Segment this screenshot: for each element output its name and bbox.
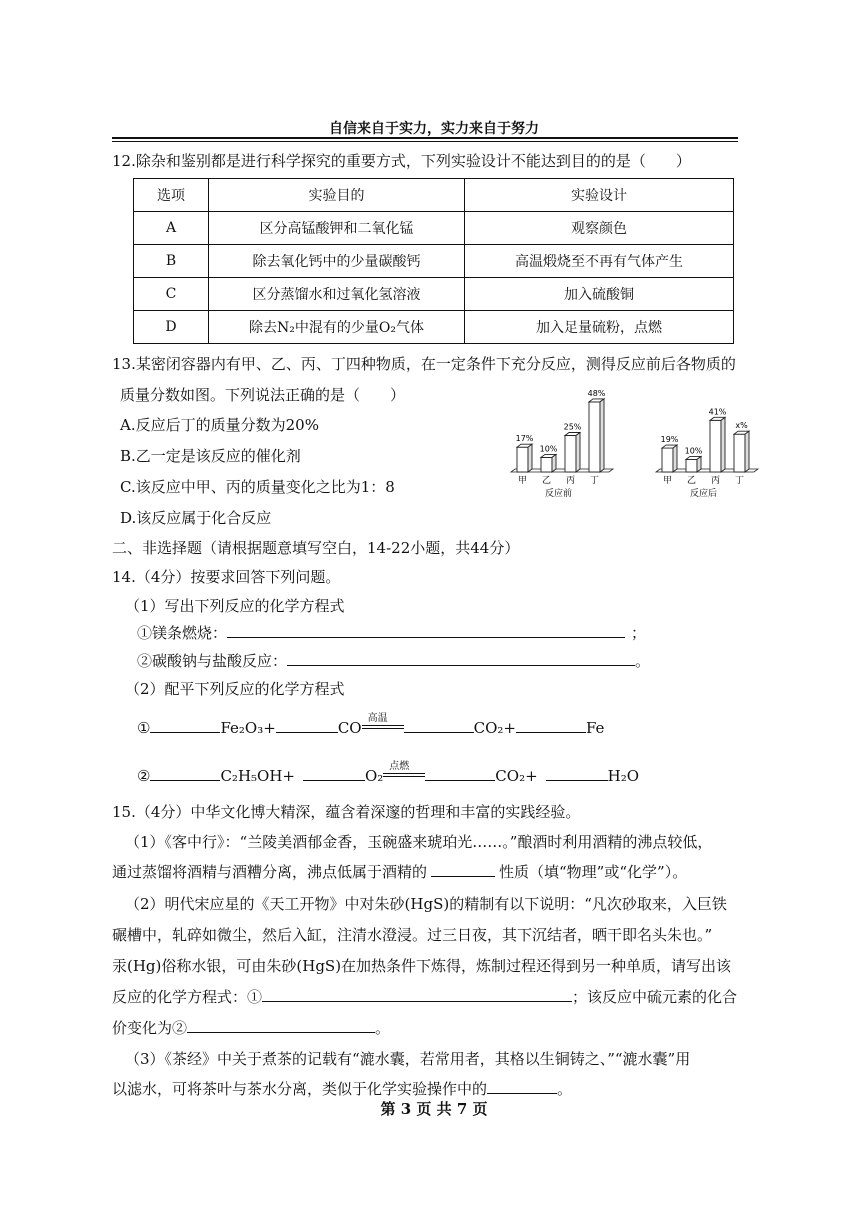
header-rule [112, 137, 738, 139]
eq-number: ② [137, 767, 151, 785]
table-cell: C [134, 278, 209, 311]
category-label: 丁 [734, 476, 745, 486]
q14-item-a-label: ①镁条燃烧： [137, 624, 228, 642]
q15-p2-line1: （2）明代宋应星的《天工开物》中对朱砂(HgS)的精制有以下说明：“凡次砂取来，入巨铁 [125, 895, 727, 913]
category-label: 丙 [565, 476, 576, 486]
table-row [134, 311, 734, 344]
eq-term: Fe [585, 719, 605, 737]
data-label: 17% [515, 434, 534, 444]
text: 。 [557, 1080, 573, 1098]
table-header: 选项 [134, 179, 209, 212]
punct: 。 [635, 652, 651, 670]
category-label: 丙 [710, 476, 721, 486]
text: 价变化为② [112, 1019, 188, 1037]
reaction-arrow [383, 761, 425, 781]
q15-p2-line2: 碾槽中，轧碎如微尘，然后入缸，注清水澄浸。过三日夜，其下沉结者，晒干即名头朱也。” [112, 926, 713, 944]
table-row [134, 278, 734, 311]
x-axis-label: 反应后 [689, 489, 718, 499]
q15-p2-line3: 汞(Hg)俗称水银，可由朱砂(HgS)在加热条件下炼得，炼制过程还得到另一种单质，请写出该 [112, 957, 732, 975]
coef-blank[interactable] [404, 718, 474, 733]
x-axis-label: 反应前 [544, 489, 573, 499]
eq-term: CO₂+ [473, 719, 516, 737]
category-label: 乙 [686, 476, 697, 486]
q14-stem: 14.（4分）按要求回答下列问题。 [112, 568, 341, 586]
table-cell: 除去N₂中混有的少量O₂气体 [209, 311, 465, 344]
chart-before [505, 385, 615, 500]
q15-p1-line2 [112, 861, 687, 882]
q14-item-b-label: ②碳酸钠与盐酸反应： [137, 652, 288, 670]
bar-side-丙 [576, 433, 580, 473]
bar-side-甲 [528, 444, 532, 472]
bar-side-乙 [552, 454, 556, 472]
punct: ； [631, 624, 647, 642]
q15-stem: 15.（4分）中华文化博大精深，蕴含着深邃的哲理和丰富的实践经验。 [112, 803, 581, 821]
bar-front-丁 [734, 434, 745, 472]
category-label: 甲 [517, 476, 528, 486]
text: 反应的化学方程式：① [112, 988, 263, 1006]
answer-blank[interactable] [487, 1079, 557, 1094]
q13-stem-2: 质量分数如图。下列说法正确的是（ ） [120, 386, 406, 404]
eq-term: O₂ [364, 767, 384, 785]
coef-blank[interactable] [516, 718, 586, 733]
data-label: 10% [684, 446, 703, 456]
bar-side-甲 [673, 445, 677, 472]
table-cell: B [134, 245, 209, 278]
eq-term: CO₂+ [495, 767, 538, 785]
answer-blank[interactable] [227, 623, 625, 638]
data-label: 48% [587, 388, 606, 398]
answer-blank[interactable] [431, 862, 495, 877]
table-cell: 加入足量硫粉，点燃 [465, 311, 734, 344]
reaction-arrow [362, 713, 404, 733]
bar-front-丙 [565, 436, 576, 473]
chart-after [650, 395, 760, 500]
table-cell: 除去氧化钙中的少量碳酸钙 [209, 245, 465, 278]
table-cell: 区分高锰酸钾和二氧化锰 [209, 212, 465, 245]
bar-front-乙 [686, 459, 697, 472]
q13-option-a: A.反应后丁的质量分数为20% [120, 416, 319, 434]
bar-side-乙 [697, 456, 701, 472]
q14-item-a [137, 622, 646, 643]
coef-blank[interactable] [425, 766, 495, 781]
eq-number: ① [137, 719, 151, 737]
table-header: 实验设计 [465, 179, 734, 212]
equation-1 [137, 713, 605, 737]
bar-side-丁 [600, 399, 604, 472]
coef-blank[interactable] [546, 766, 608, 781]
table-row [134, 245, 734, 278]
table-header-row [134, 179, 734, 212]
coef-blank[interactable] [150, 766, 220, 781]
bar-front-乙 [541, 457, 552, 472]
data-label: 41% [708, 407, 727, 417]
eq-term: H₂O [607, 767, 640, 785]
table-cell: D [134, 311, 209, 344]
bar-front-丙 [710, 420, 721, 472]
page-footer: 第 3 页 共 7 页 [380, 1100, 488, 1118]
text: ；该反应中硫元素的化合 [572, 988, 738, 1006]
q13-option-b: B.乙一定是该反应的催化剂 [120, 447, 301, 465]
page-header: 自信来自于实力，实力来自于努力 [329, 121, 539, 137]
category-label: 丁 [589, 476, 600, 486]
table-cell: 高温煅烧至不再有气体产生 [465, 245, 734, 278]
bar-front-丁 [589, 402, 600, 472]
q15-p2-line4 [112, 986, 737, 1007]
q15-p2-line5 [112, 1017, 390, 1038]
equation-2 [137, 761, 640, 785]
table-row [134, 212, 734, 245]
eq-term: C₂H₅OH+ [220, 767, 295, 785]
data-label: 19% [660, 435, 679, 445]
header-rule-thin [112, 141, 738, 142]
section-title: 二、非选择题（请根据题意填写空白，14-22小题，共44分） [112, 539, 520, 557]
q15-p1-line1: （1）《客中行》：“兰陵美酒郁金香，玉碗盛来琥珀光……。”酿酒时利用酒精的沸点较低， [125, 833, 713, 851]
q14-item-b [137, 650, 650, 671]
table-cell: 观察颜色 [465, 212, 734, 245]
q13-option-c: C.该反应中甲、丙的质量变化之比为1：8 [120, 478, 395, 496]
table-cell: 区分蒸馏水和过氧化氢溶液 [209, 278, 465, 311]
coef-blank[interactable] [276, 718, 338, 733]
answer-blank[interactable] [187, 1018, 375, 1033]
q14-part1: （1）写出下列反应的化学方程式 [125, 597, 345, 615]
text: 性质（填“物理”或“化学”）。 [499, 863, 688, 881]
q13-stem: 13.某密闭容器内有甲、乙、丙、丁四种物质，在一定条件下充分反应，测得反应前后各物质的 [112, 355, 736, 373]
q15-p3-line2 [112, 1078, 572, 1099]
table-header: 实验目的 [209, 179, 465, 212]
q14-part2: （2）配平下列反应的化学方程式 [125, 680, 345, 698]
q12-table [133, 178, 734, 344]
text: 。 [375, 1019, 391, 1037]
table-cell: A [134, 212, 209, 245]
q15-p3-line1: （3）《茶经》中关于煮茶的记载有“漉水囊，若常用者，其格以生铜铸之、”“漉水囊”用 [125, 1050, 691, 1068]
table-cell: 加入硫酸铜 [465, 278, 734, 311]
bar-front-甲 [517, 447, 528, 472]
coef-blank[interactable] [150, 718, 220, 733]
data-label: x% [735, 421, 748, 431]
text: 以滤水，可将茶叶与茶水分离，类似于化学实验操作中的 [112, 1080, 488, 1098]
eq-term: Fe₂O₃+ [220, 719, 276, 737]
data-label: 10% [539, 444, 558, 454]
q12-stem: 12.除杂和鉴别都是进行科学探究的重要方式，下列实验设计不能达到目的的是（ ） [112, 152, 691, 170]
coef-blank[interactable] [303, 766, 365, 781]
bar-front-甲 [662, 448, 673, 472]
category-label: 甲 [662, 476, 673, 486]
data-label: 25% [563, 422, 582, 432]
answer-blank[interactable] [262, 987, 572, 1002]
reaction-condition: 高温 [367, 713, 388, 724]
q13-option-d: D.该反应属于化合反应 [120, 509, 272, 527]
reaction-condition: 点燃 [389, 761, 410, 772]
bar-side-丙 [721, 417, 725, 472]
eq-term: CO [337, 719, 362, 737]
category-label: 乙 [541, 476, 552, 486]
answer-blank[interactable] [287, 651, 635, 666]
text: 通过蒸馏将酒精与酒糟分离，沸点低属于酒精的 [112, 863, 428, 881]
bar-side-丁 [745, 431, 749, 472]
